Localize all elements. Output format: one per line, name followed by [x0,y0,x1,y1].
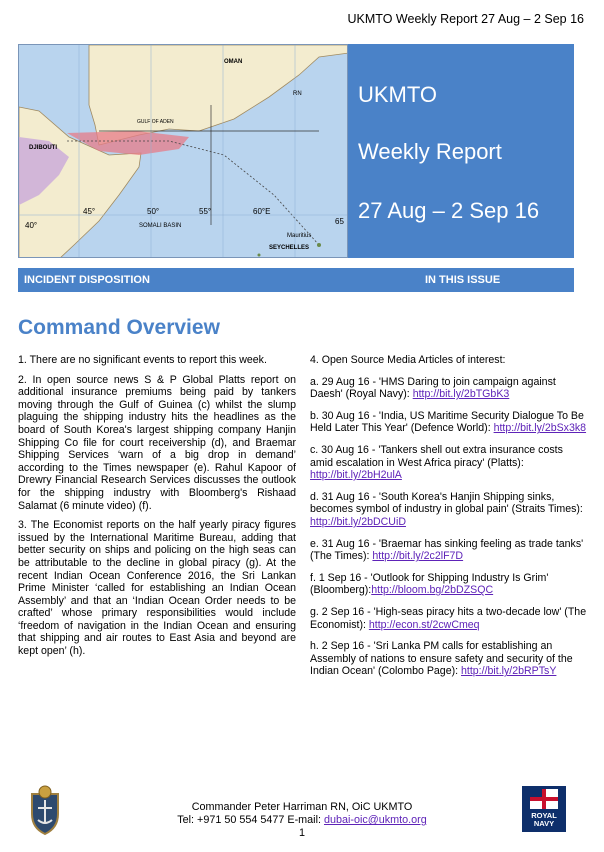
footer-contact-details: Tel: +971 50 554 5477 E-mail: dubai-oic@ukmto.org [177,814,427,826]
incident-disposition-label: INCIDENT DISPOSITION [24,274,150,286]
article-link[interactable]: http://bit.ly/2bTGbK3 [412,388,510,401]
article-link[interactable]: http://bloom.bg/2bDZSQC [371,584,494,597]
map-label: Mauritius [287,233,312,239]
article-item: d. 31 Aug 16 - 'South Korea's Hanjin Shipping sinks, becomes symbol of industry in global pain' (Straits Times): http://bit.ly/2bDCUiD [310,490,583,528]
map-label: SOMALI BASIN [139,223,182,229]
map-label: 40° [25,221,38,230]
map-label: 50° [147,207,160,216]
footer-contact-name: Commander Peter Harriman RN, OiC UKMTO [191,801,413,813]
article-link[interactable]: http://bit.ly/2bDCUiD [310,515,406,528]
report-header-title: UKMTO Weekly Report 27 Aug – 2 Sep 16 [347,12,584,26]
banner-date: 27 Aug – 2 Sep 16 [358,198,540,223]
paragraph: 2. In open source news S & P Global Platts report on additional insurance premiums being paid by tankers moving through the Gulf of Guinea (c) whilst the slump plaguing the shipping industry hits the headlines as the board of South Korea's largest shipping company Hanjin Shipping Co file for court receivership (d), and Braemar Shipping Services ‘warn of a big drop in demand’ according to the Times newspaper (e). Rahul Kapoor of Drewry Financial Research Services discusses the outlook for the shipping industry with Bloomberg's Rishaad Salamat (6 minute video) (f). [18,373,296,512]
left-column [18,354,296,665]
article-link[interactable]: http://bit.ly/2bRPTsY [461,665,557,678]
page-title: Command Overview [18,316,220,339]
paragraph: 1. There are no significant events to report this week. [18,354,267,366]
map-label: SEYCHELLES [269,245,310,251]
article-link[interactable]: http://bit.ly/2bSx3k8 [493,422,587,435]
article-item: c. 30 Aug 16 - 'Tankers shell out extra insurance costs amid escalation in West Africa piracy' (Platts): http://bit.ly/2bH2ulA [310,443,563,482]
map-label: 65 [335,217,344,226]
map-label: OMAN [224,59,243,65]
report-banner [348,44,574,258]
article-item: h. 2 Sep 16 - 'Sri Lanka PM calls for establishing an Assembly of nations to ensure safety and security of the Indian Ocean' (Colombo Page): http://bit.ly/2bRPTsY [310,640,573,678]
article-item: a. 29 Aug 16 - 'HMS Daring to join campaign against Daesh' (Royal Navy): http://bit.ly/2bTGbK3 [310,375,556,401]
map-label: RN [293,91,302,97]
map-label: DJIBOUTI [29,145,58,151]
royal-navy-logo [522,786,566,832]
map-label: 55° [199,207,212,216]
map-label: 45° [83,207,96,216]
article-item: e. 31 Aug 16 - 'Braemar has sinking feeling as trade tanks' (The Times): http://bit.ly/2c2lF7D [310,537,584,563]
banner-title: UKMTO [358,82,438,107]
banner-subtitle: Weekly Report [358,139,502,164]
article-item: f. 1 Sep 16 - 'Outlook for Shipping Industry Is Grim' (Bloomberg):http://bloom.bg/2bDZSQC [310,571,549,597]
paragraph: 3. The Economist reports on the half yearly piracy figures issued by the International Maritime Bureau, adding that better security on ships and policing on the high seas can be attributable to the decline in global piracy (g). At the recent Indian Ocean Conference 2016, the Sri Lankan Prime Minister ‘called for establishing an Indian Ocean Assembly’ and that an ‘Indian Ocean Order needs to be crafted’ whose primary responsibilities would include ‘freedom of navigation in the Indian Ocean and ensuring that shipping and air routes to East Asia and beyond are kept open’ (h). [18,519,296,658]
article-item: g. 2 Sep 16 - 'High-seas piracy hits a two-decade low' (The Economist): http://econ.st/2cwCmeq [310,605,587,631]
royal-navy-logo-line2: NAVY [533,819,555,828]
section-bar [18,268,574,292]
right-column [310,354,588,687]
article-link[interactable]: http://bit.ly/2c2lF7D [372,550,464,563]
royal-navy-logo-line1: ROYAL [531,811,557,820]
in-this-issue-label: IN THIS ISSUE [425,274,501,286]
article-link[interactable]: http://econ.st/2cwCmeq [368,618,480,631]
article-link[interactable]: http://bit.ly/2bH2ulA [310,469,402,482]
footer-email-link[interactable]: dubai-oic@ukmto.org [323,814,427,826]
map-label: GULF OF ADEN [137,119,174,125]
map-label: 60°E [253,207,271,216]
article-item: b. 30 Aug 16 - 'India, US Maritime Security Dialogue To Be Held Later This Year' (Defence World): http://bit.ly/2bSx3k8 [310,409,587,435]
articles-heading: 4. Open Source Media Articles of interest: [310,354,506,366]
region-map [18,44,348,258]
page-number: 1 [298,827,305,839]
